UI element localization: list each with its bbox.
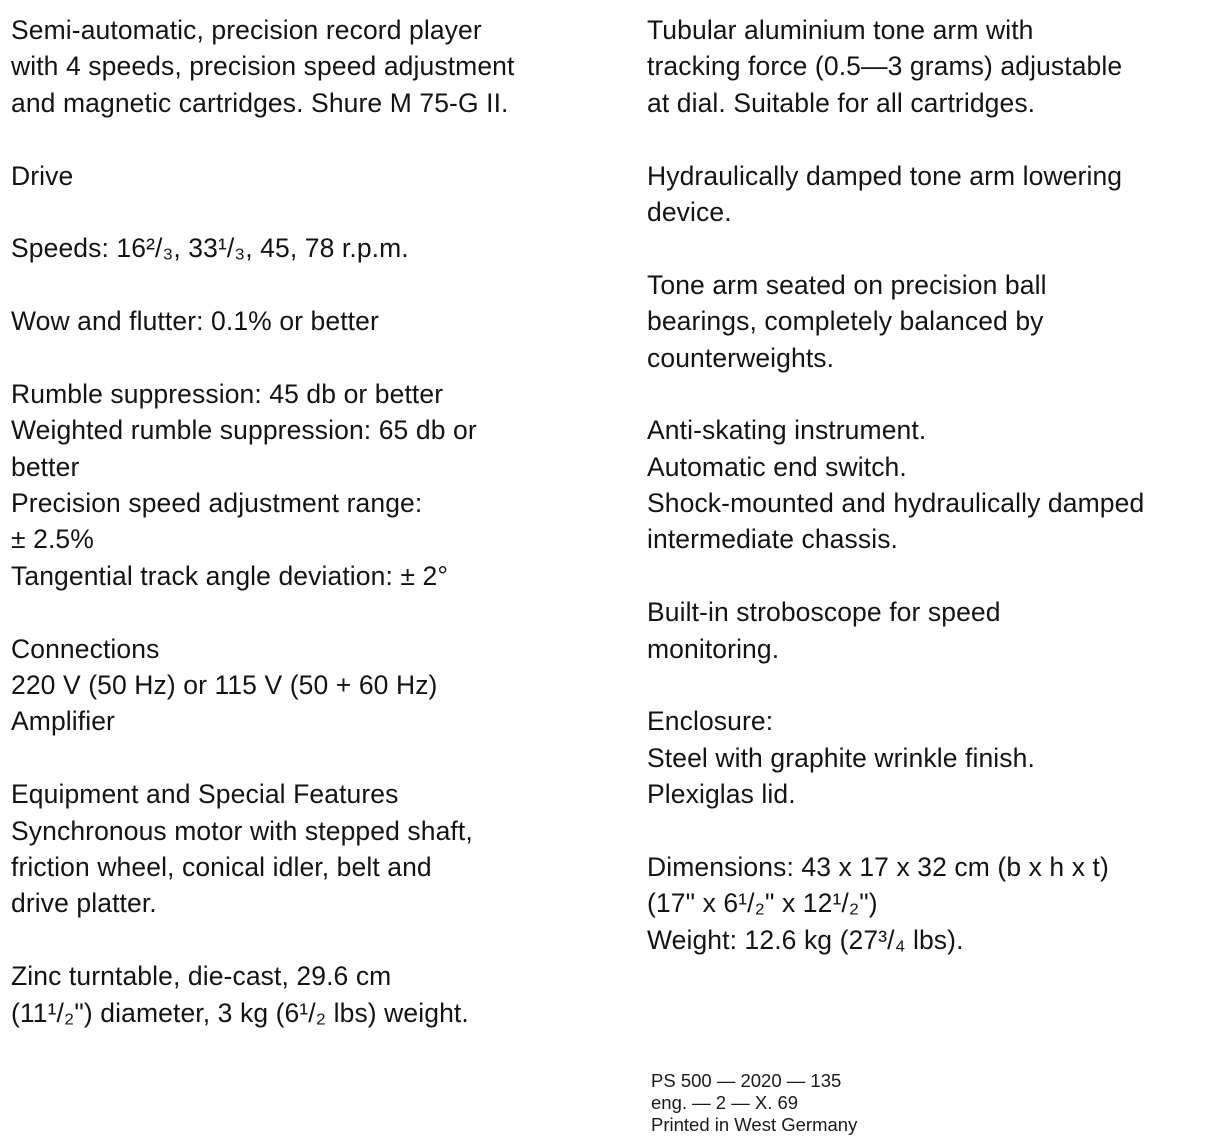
spec-text-line: with 4 speeds, precision speed adjustment [11, 51, 515, 82]
spec-text-line: counterweights. [647, 342, 835, 373]
spec-text-line: Wow and flutter: 0.1% or better [11, 306, 379, 337]
spec-text-line: ± 2.5% [11, 524, 94, 555]
spec-text-line: Synchronous motor with stepped shaft, [11, 815, 473, 846]
spec-text-line: Rumble suppression: 45 db or better [11, 378, 444, 409]
paragraph-gap [647, 376, 1221, 412]
paragraph-gap [11, 740, 621, 776]
print-code-line: PS 500 — 2020 — 135 [651, 1070, 842, 1091]
spec-text-line: Built-in stroboscope for speed [647, 597, 1001, 628]
spec-text-line: Weight: 12.6 kg (27³/₄ lbs). [647, 924, 964, 955]
spec-text-line: better [11, 451, 80, 482]
paragraph-gap [11, 922, 621, 958]
spec-text-line: bearings, completely balanced by [647, 306, 1044, 337]
spec-text-line: Precision speed adjustment range: [11, 488, 423, 519]
spec-text-line: 220 V (50 Hz) or 115 V (50 + 60 Hz) [11, 670, 438, 701]
spec-text-line: Tangential track angle deviation: ± 2° [11, 560, 449, 591]
spec-text-line: (17" x 6¹/₂" x 12¹/₂") [647, 888, 878, 919]
spec-text-line: drive platter. [11, 888, 157, 919]
print-code-line: eng. — 2 — X. 69 [651, 1092, 799, 1113]
spec-text-line: Shock-mounted and hydraulically damped [647, 488, 1145, 519]
spec-text-line: Automatic end switch. [647, 451, 907, 482]
spec-text-line: Zinc turntable, die-cast, 29.6 cm [11, 961, 392, 992]
spec-text-line: Tone arm seated on precision ball [647, 269, 1047, 300]
print-code-line: Printed in West Germany [651, 1114, 858, 1135]
spec-text-line: and magnetic cartridges. Shure M 75-G II. [11, 87, 509, 118]
paragraph-gap [647, 667, 1221, 703]
spec-text-line: Anti-skating instrument. [647, 415, 927, 446]
paragraph-gap [11, 340, 621, 376]
spec-text-line: device. [647, 196, 732, 227]
spec-text-line: Dimensions: 43 x 17 x 32 cm (b x h x t) [647, 851, 1109, 882]
spec-text-line: intermediate chassis. [647, 524, 899, 555]
print-info-footer [651, 1070, 951, 1136]
spec-text-line: Steel with graphite wrinkle finish. [647, 742, 1035, 773]
paragraph-gap [11, 594, 621, 630]
spec-text-line: Enclosure: [647, 706, 774, 737]
spec-text-line: at dial. Suitable for all cartridges. [647, 87, 1036, 118]
paragraph-gap [647, 558, 1221, 594]
paragraph-gap [647, 121, 1221, 157]
paragraph-gap [11, 121, 621, 157]
spec-text-line: friction wheel, conical idler, belt and [11, 851, 432, 882]
spec-text-line: Plexiglas lid. [647, 779, 796, 810]
left-spec-column [11, 12, 621, 1031]
spec-text-line: Tubular aluminium tone arm with [647, 15, 1034, 45]
spec-text-line: Equipment and Special Features [11, 779, 399, 810]
spec-text-line: (11¹/₂") diameter, 3 kg (6¹/₂ lbs) weight. [11, 997, 469, 1028]
right-spec-column [647, 12, 1221, 958]
spec-text-line: Drive [11, 160, 74, 191]
spec-text-line: Weighted rumble suppression: 65 db or [11, 415, 477, 446]
paragraph-gap [647, 230, 1221, 266]
spec-text-line: Connections [11, 633, 160, 664]
spec-text-line: Amplifier [11, 706, 115, 737]
spec-text-line: Speeds: 16²/₃, 33¹/₃, 45, 78 r.p.m. [11, 233, 409, 264]
paragraph-gap [647, 813, 1221, 849]
spec-text-line: monitoring. [647, 633, 780, 664]
spec-text-line: tracking force (0.5—3 grams) adjustable [647, 51, 1123, 82]
paragraph-gap [11, 194, 621, 230]
spec-text-line: Hydraulically damped tone arm lowering [647, 160, 1123, 191]
spec-text-line: Semi-automatic, precision record player [11, 15, 482, 45]
paragraph-gap [11, 267, 621, 303]
